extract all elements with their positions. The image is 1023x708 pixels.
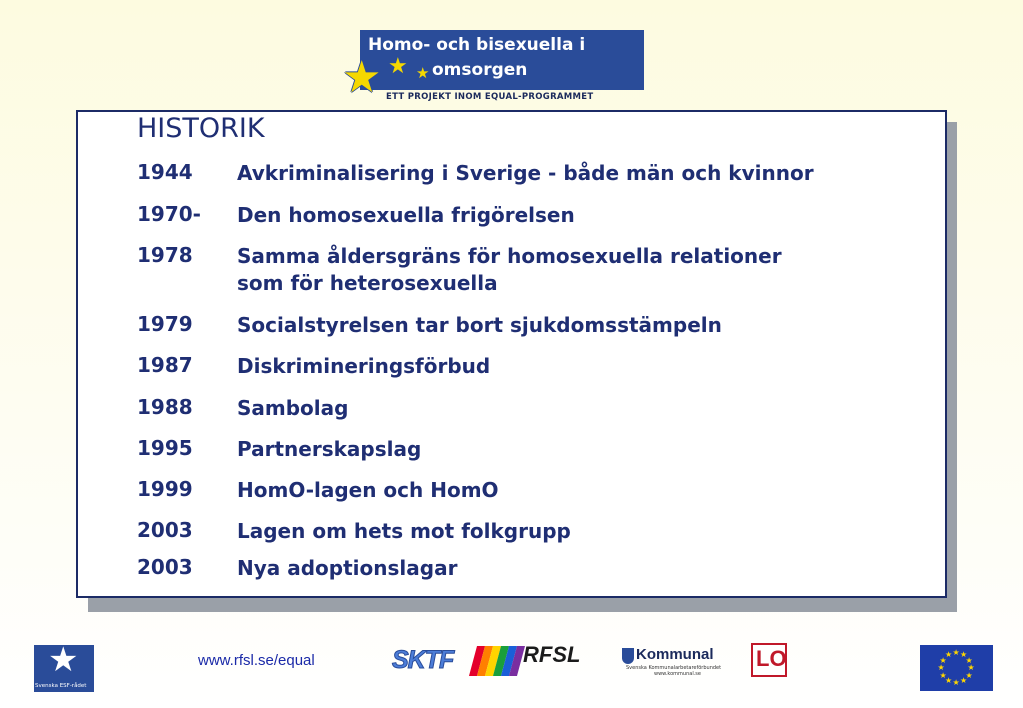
eu-star-icon: ★ [945, 675, 953, 685]
lo-label: LO [756, 646, 787, 671]
history-year: 2003 [137, 518, 193, 542]
rfsl-logo [473, 642, 603, 678]
history-event: Socialstyrelsen tar bort sjukdomsstämpeln [237, 313, 722, 337]
history-event: Avkriminalisering i Sverige - både män och kvinnor [237, 161, 814, 185]
crest-icon [622, 648, 634, 664]
history-year: 1999 [137, 477, 193, 501]
lo-logo [751, 643, 787, 677]
history-year: 1978 [137, 243, 193, 267]
small-star-icon: ★ [416, 64, 430, 82]
eu-star-icon: ★ [937, 663, 945, 672]
history-event: Diskrimineringsförbud [237, 354, 491, 378]
history-event: Sambolag [237, 396, 349, 420]
history-year: 1995 [137, 436, 193, 460]
eu-star-icon: ★ [960, 675, 968, 685]
eu-star-icon: ★ [965, 670, 973, 680]
esf-label: Svenska ESF-rådet [35, 683, 87, 689]
history-year: 1944 [137, 160, 193, 184]
history-event: Lagen om hets mot folkgrupp [237, 519, 571, 543]
history-year: 1979 [137, 312, 193, 336]
esf-council-logo [34, 645, 94, 692]
footer-website-link[interactable]: www.rfsl.se/equal [198, 652, 315, 669]
logo-subtitle: ETT PROJEKT INOM EQUAL-PROGRAMMET [386, 92, 594, 102]
project-logo [342, 30, 647, 105]
kommunal-logo [622, 646, 727, 680]
eu-star-icon: ★ [939, 670, 947, 680]
eu-star-icon: ★ [960, 650, 968, 659]
eu-star-icon: ★ [965, 655, 973, 665]
sktf-logo: SKTF [392, 646, 454, 674]
kommunal-label: Kommunal [636, 646, 714, 663]
kommunal-sub-line1: Svenska Kommunalarbetareförbundet [626, 665, 722, 671]
rfsl-label: RFSL [523, 642, 581, 667]
history-event: Partnerskapslag [237, 437, 422, 461]
eu-star-icon: ★ [967, 663, 975, 672]
rainbow-flag-icon [469, 646, 525, 676]
history-year: 1970- [137, 202, 201, 226]
history-event: HomO-lagen och HomO [237, 478, 499, 502]
eu-flag-icon [920, 645, 993, 691]
kommunal-subtitle [626, 665, 721, 677]
eu-star-icon: ★ [952, 648, 960, 657]
history-event-line1: Samma åldersgräns för homosexuella relationer [237, 244, 782, 268]
page-title: HISTORIK [137, 113, 265, 144]
esf-star-icon: ★ [48, 645, 79, 680]
history-year: 2003 [137, 555, 193, 579]
eu-star-icon: ★ [952, 678, 960, 687]
eu-star-icon: ★ [939, 655, 947, 665]
logo-title-line1: Homo- och bisexuella i [368, 35, 586, 55]
history-event: Den homosexuella frigörelsen [237, 203, 575, 227]
history-event: Nya adoptionslagar [237, 556, 458, 580]
medium-star-icon: ★ [388, 54, 408, 79]
eu-star-icon: ★ [945, 650, 953, 659]
large-star-icon: ★ [342, 52, 382, 103]
kommunal-sub-line2: www.kommunal.se [654, 671, 701, 677]
history-year: 1988 [137, 395, 193, 419]
history-year: 1987 [137, 353, 193, 377]
logo-title-line2: omsorgen [432, 60, 528, 80]
history-event-line2: som för heterosexuella [237, 271, 498, 295]
